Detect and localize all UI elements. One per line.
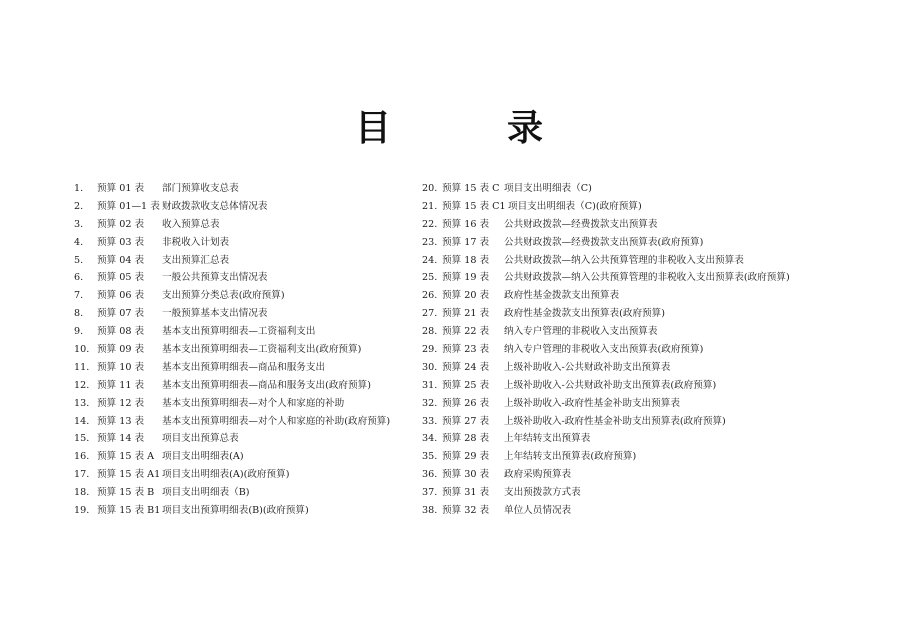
toc-entry-code: 预算 07 表 [97,308,145,320]
toc-entry-code: 预算 14 表 [97,433,145,445]
toc-entry-number: 6. [74,272,84,284]
toc-entry-description: 项目支出明细表(A)(政府预算) [162,469,290,481]
toc-entry-description: 政府性基金拨款支出预算表(政府预算) [504,308,665,320]
toc-entry [74,484,420,502]
toc-entry-number: 24. [422,254,438,266]
toc-entry [74,359,420,377]
toc-entry-number: 7. [74,290,84,302]
toc-entry [74,395,420,413]
toc-entry-code: 预算 03 表 [97,236,145,248]
toc-entry-number: 37. [422,487,438,499]
toc-entry-description: 公共财政拨款—纳入公共预算管理的非税收入支出预算表 [504,254,744,266]
toc-entry-description: 支出预拨款方式表 [504,487,581,499]
toc-entry-number: 36. [422,469,438,481]
toc-entry [422,341,862,359]
toc-entry-number: 13. [74,397,90,409]
toc-entry-description: 项目支出明细表(A) [162,451,244,463]
toc-entry [422,323,862,341]
toc-entry [74,502,420,520]
toc-entry-description: 政府采购预算表 [504,469,572,481]
toc-entry-number: 16. [74,451,90,463]
toc-entry-description: 上年结转支出预算表 [504,433,591,445]
toc-entry-number: 17. [74,469,90,481]
toc-entry-number: 25. [422,272,438,284]
toc-entry-number: 31. [422,379,438,391]
toc-entry [422,180,862,198]
toc-entry-code: 预算 22 表 [442,326,490,338]
toc-entry [74,216,420,234]
toc-entry-code: 预算 08 表 [97,326,145,338]
toc-entry-code: 预算 15 表 B1 [97,505,161,517]
toc-entry-description: 收入预算总表 [162,218,220,230]
toc-entry-code: 预算 30 表 [442,469,490,481]
toc-entry-number: 38. [422,505,438,517]
toc-entry [422,359,862,377]
toc-entry-number: 9. [74,326,84,338]
toc-entry-description: 上级补助收入-公共财政补助支出预算表(政府预算) [504,379,717,391]
toc-entry-description: 项目支出明细表（C)(政府预算) [508,200,642,212]
toc-entry-description: 项目支出明细表（C) [504,183,592,194]
toc-entry-code: 预算 16 表 [442,218,490,230]
toc-entry-code: 预算 15 表 B [97,487,155,499]
toc-entry-number: 19. [74,505,90,517]
toc-entry-code: 预算 17 表 [442,236,490,248]
toc-entry-description: 政府性基金拨款支出预算表 [504,290,620,302]
toc-entry-description: 公共财政拨款—经费拨款支出预算表(政府预算) [504,236,704,248]
toc-entry-number: 35. [422,451,438,463]
toc-entry-description: 基本支出预算明细表—工资福利支出(政府预算) [162,344,362,356]
toc-entry-description: 项目支出明细表（B) [162,487,250,499]
toc-entry-code: 预算 15 表 A [97,451,155,463]
toc-entry-description: 基本支出预算明细表—对个人和家庭的补助(政府预算) [162,415,391,427]
toc-entry [422,252,862,270]
toc-entry-description: 财政拨款收支总体情况表 [162,200,268,212]
toc-entry [74,377,420,395]
toc-right-column [422,180,862,520]
toc-entry-description: 上年结转支出预算表(政府预算) [504,451,637,463]
toc-entry-description: 单位人员情况表 [504,505,572,517]
toc-entry-code: 预算 02 表 [97,218,145,230]
toc-entry [74,269,420,287]
toc-entry-description: 部门预算收支总表 [162,183,239,194]
page-title: 目 录 [354,107,583,149]
toc-entry [422,269,862,287]
toc-entry-number: 14. [74,415,90,427]
toc-entry [74,448,420,466]
toc-entry-description: 纳入专户管理的非税收入支出预算表 [504,326,658,338]
toc-entry-number: 34. [422,433,438,445]
toc-entry-code: 预算 23 表 [442,344,490,356]
toc-entry-code: 预算 25 表 [442,379,490,391]
toc-entry-number: 1. [74,183,84,194]
toc-entry-description: 基本支出预算明细表—商品和服务支出 [162,361,326,373]
toc-entry-description: 上级补助收入-公共财政补助支出预算表 [504,361,671,373]
toc-entry-code: 预算 04 表 [97,254,145,266]
toc-entry-code: 预算 27 表 [442,415,490,427]
toc-entry-code: 预算 26 表 [442,397,490,409]
toc-entry-description: 非税收入计划表 [162,236,230,248]
toc-entry-number: 3. [74,218,84,230]
toc-entry-code: 预算 06 表 [97,290,145,302]
toc-entry-number: 32. [422,397,438,409]
toc-entry-number: 23. [422,236,438,248]
toc-entry-number: 27. [422,308,438,320]
toc-entry-description: 上级补助收入-政府性基金补助支出预算表 [504,397,680,409]
toc-entry-code: 预算 29 表 [442,451,490,463]
toc-entry [422,448,862,466]
toc-entry [74,323,420,341]
toc-entry-number: 4. [74,236,84,248]
toc-entry-number: 2. [74,200,84,212]
toc-entry-code: 预算 21 表 [442,308,490,320]
toc-entry [74,430,420,448]
toc-entry-description: 纳入专户管理的非税收入支出预算表(政府预算) [504,344,704,356]
toc-entry-number: 10. [74,344,90,356]
toc-entry-description: 项目支出预算明细表(B)(政府预算) [162,505,309,517]
toc-entry [422,198,862,216]
toc-entry-number: 15. [74,433,90,445]
toc-entry-code: 预算 18 表 [442,254,490,266]
toc-entry-description: 公共财政拨款—经费拨款支出预算表 [504,218,658,230]
toc-entry [74,198,420,216]
toc-entry-description: 一般公共预算支出情况表 [162,272,268,284]
toc-entry-description: 基本支出预算明细表—对个人和家庭的补助 [162,397,345,409]
toc-entry [74,234,420,252]
toc-entry-code: 预算 32 表 [442,505,490,517]
toc-entry [422,305,862,323]
toc-entry-code: 预算 01—1 表 [97,200,160,212]
toc-entry-code: 预算 12 表 [97,397,145,409]
toc-entry-code: 预算 11 表 [97,379,145,391]
toc-entry-code: 预算 15 表 A1 [97,469,161,481]
toc-entry-number: 8. [74,308,84,320]
toc-entry-description: 基本支出预算明细表—商品和服务支出(政府预算) [162,379,371,391]
toc-entry-code: 预算 28 表 [442,433,490,445]
toc-entry [74,341,420,359]
toc-entry-description: 上级补助收入-政府性基金补助支出预算表(政府预算) [504,415,726,427]
toc-entry-number: 26. [422,290,438,302]
toc-entry-code: 预算 19 表 [442,272,490,284]
toc-entry-number: 12. [74,379,90,391]
toc-entry-code: 预算 15 表 C [442,183,500,194]
toc-entry-code: 预算 10 表 [97,361,145,373]
toc-entry-number: 11. [74,361,90,373]
toc-entry [422,287,862,305]
toc-entry-code: 预算 13 表 [97,415,145,427]
toc-entry-code: 预算 31 表 [442,487,490,499]
toc-entry [74,287,420,305]
toc-entry [422,216,862,234]
toc-entry-number: 20. [422,183,438,194]
toc-entry-description: 公共财政拨款—纳入公共预算管理的非税收入支出预算表(政府预算) [504,272,790,284]
toc-entry-number: 22. [422,218,438,230]
toc-entry-number: 30. [422,361,438,373]
toc-entry [422,484,862,502]
toc-entry [422,234,862,252]
toc-entry-description: 一般预算基本支出情况表 [162,308,268,320]
toc-entry-number: 21. [422,200,438,212]
toc-entry [74,413,420,431]
toc-entry-number: 5. [74,254,84,266]
toc-entry [422,413,862,431]
toc-entry-code: 预算 24 表 [442,361,490,373]
toc-entry-code: 预算 15 表 C1 [442,200,506,212]
toc-entry-description: 支出预算汇总表 [162,254,230,266]
toc-entry [422,502,862,520]
toc-entry [422,377,862,395]
toc-entry-number: 29. [422,344,438,356]
toc-entry-description: 项目支出预算总表 [162,433,239,445]
toc-entry-code: 预算 20 表 [442,290,490,302]
toc-entry-number: 28. [422,326,438,338]
toc-entry [422,395,862,413]
toc-entry [74,180,420,198]
toc-entry-description: 基本支出预算明细表—工资福利支出 [162,326,316,338]
toc-entry-number: 33. [422,415,438,427]
toc-entry [74,252,420,270]
toc-entry [422,466,862,484]
toc-left-column [74,180,420,520]
toc-entry-number: 18. [74,487,90,499]
toc-entry-code: 预算 01 表 [97,183,145,194]
toc-entry-code: 预算 09 表 [97,344,145,356]
toc-entry-description: 支出预算分类总表(政府预算) [162,290,285,302]
toc-entry [74,305,420,323]
toc-entry-code: 预算 05 表 [97,272,145,284]
toc-entry [422,430,862,448]
toc-entry [74,466,420,484]
